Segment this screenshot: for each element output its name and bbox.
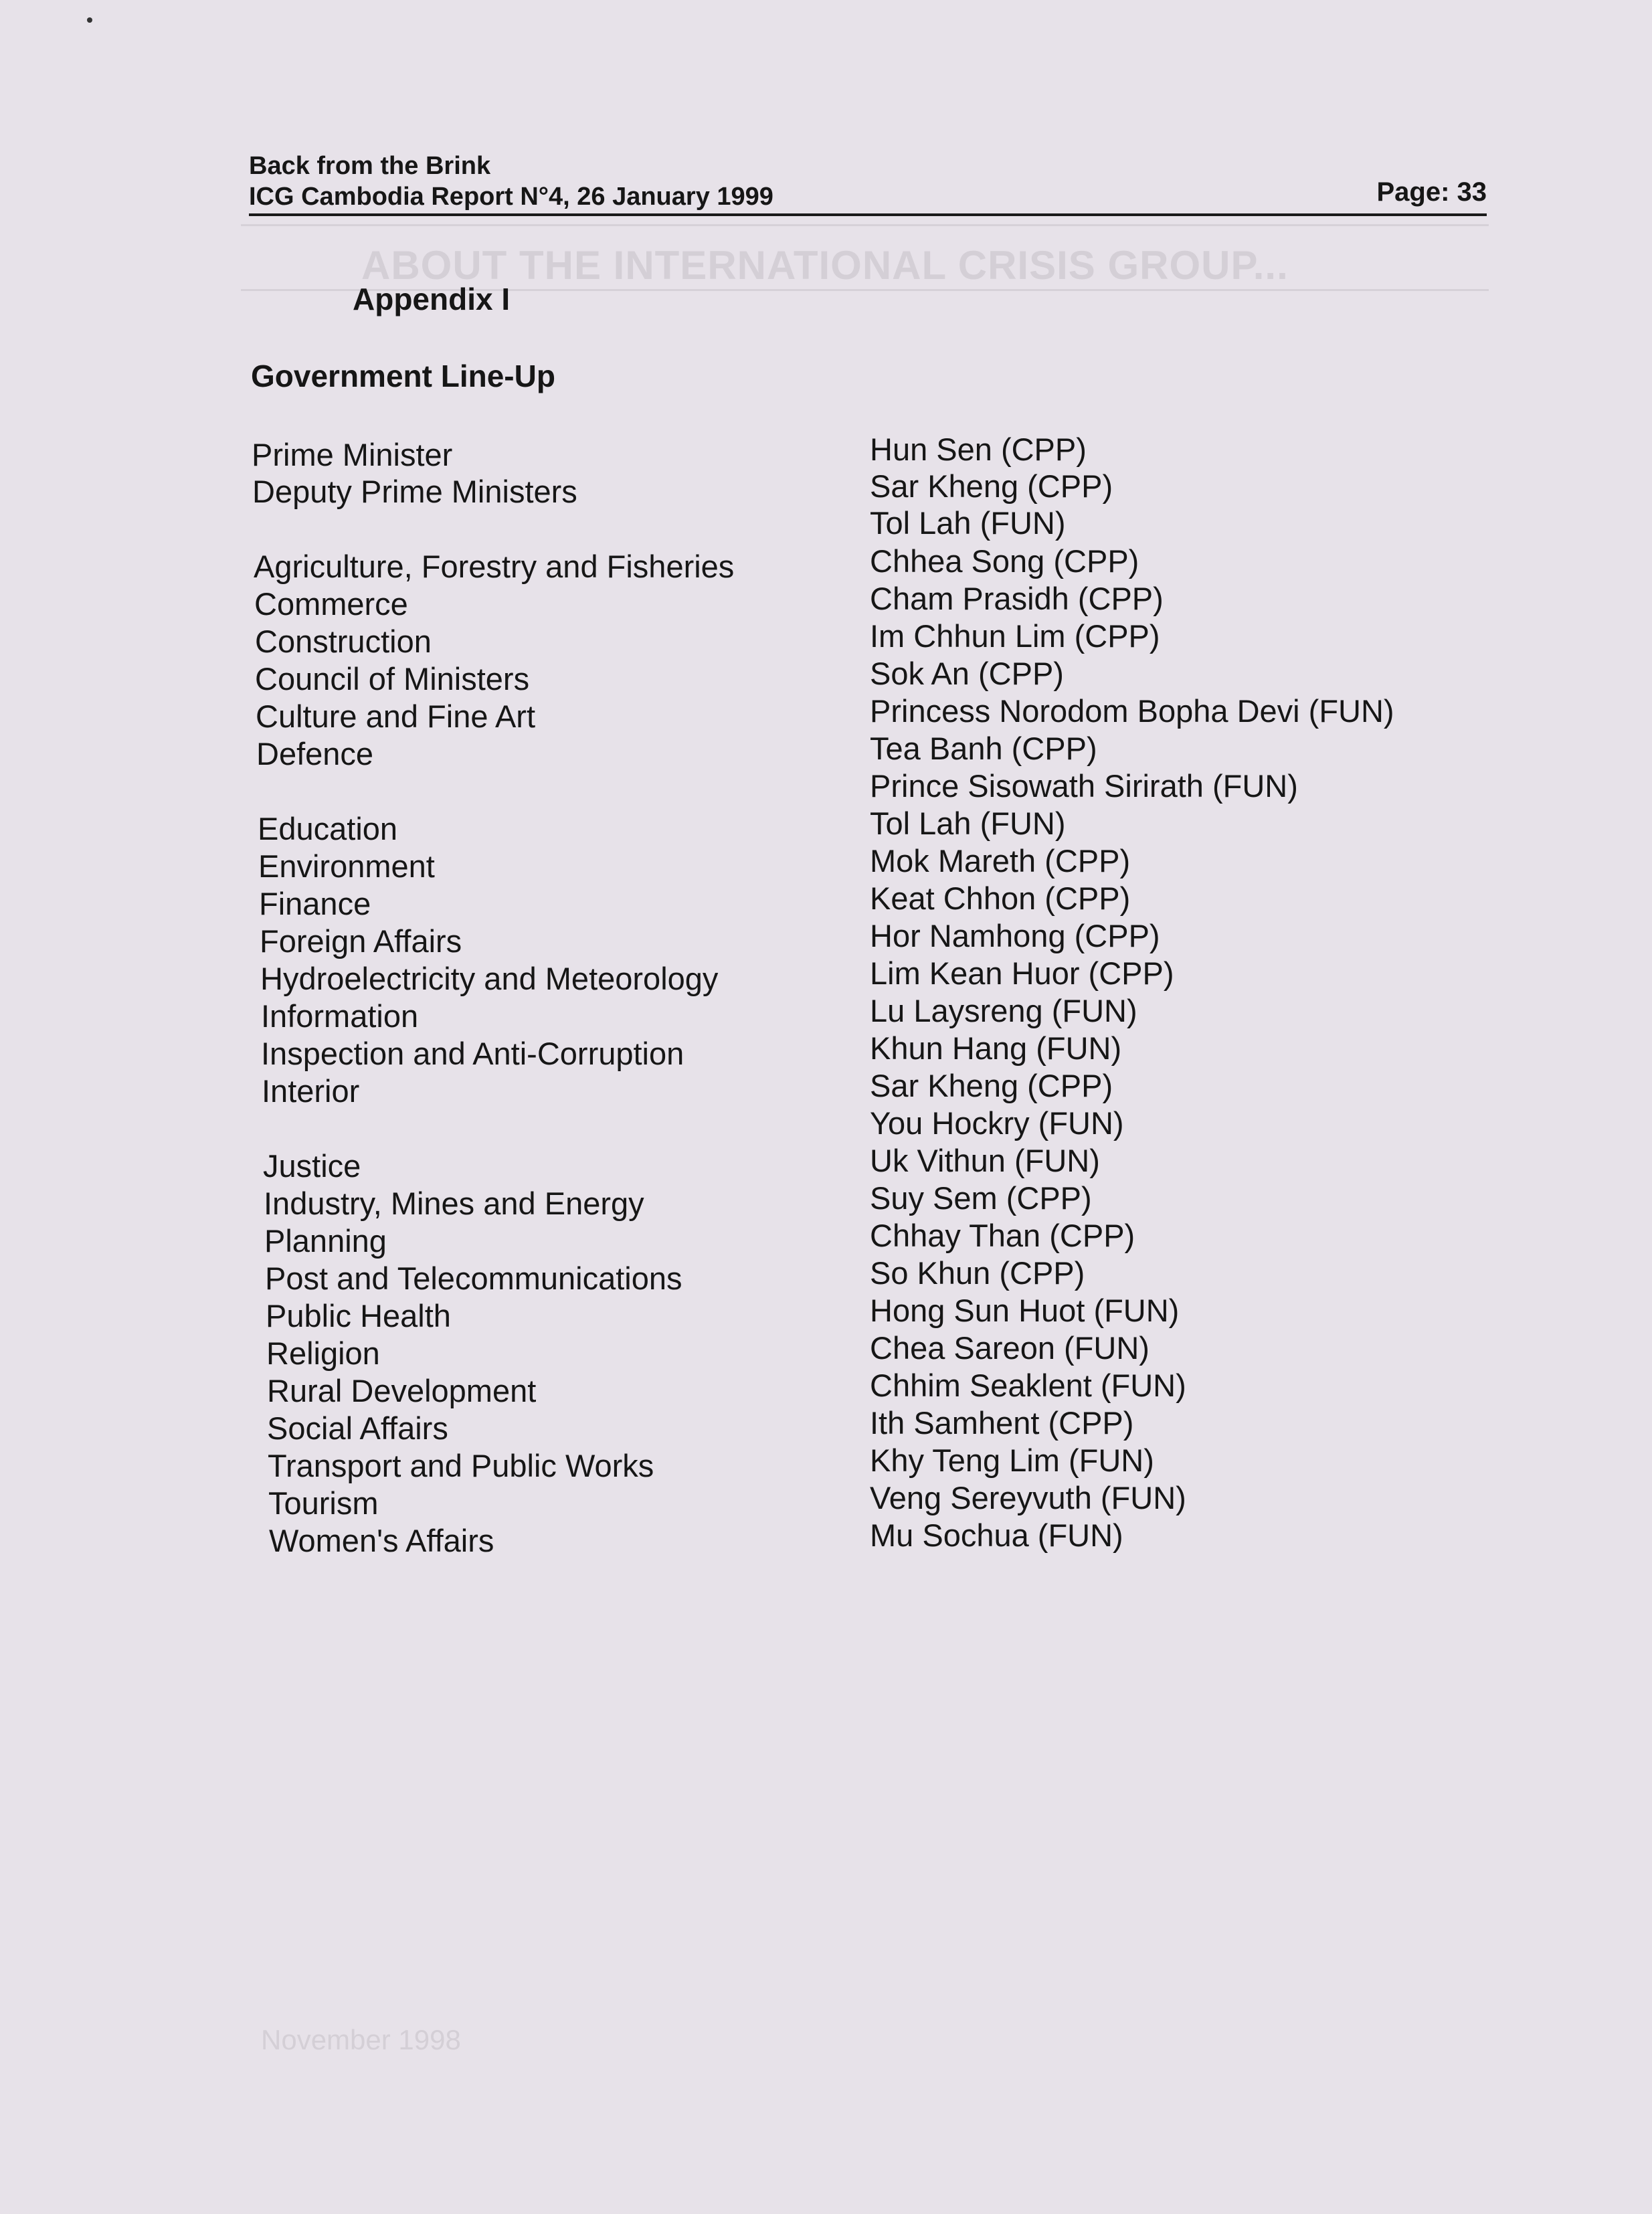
ministry-label: Prime Minister <box>252 437 453 472</box>
appendix-heading: Appendix I <box>353 282 511 316</box>
minister-name: Hong Sun Huot (FUN) <box>870 1293 1180 1328</box>
minister-name: Chhim Seaklent (FUN) <box>870 1368 1186 1403</box>
ministry-label: Agriculture, Forestry and Fisheries <box>254 549 735 584</box>
minister-name: Lu Laysreng (FUN) <box>870 993 1137 1028</box>
minister-name: Chhay Than (CPP) <box>870 1218 1135 1253</box>
minister-name: Chea Sareon (FUN) <box>870 1330 1150 1366</box>
minister-name: Keat Chhon (CPP) <box>870 881 1131 916</box>
minister-name: Tol Lah (FUN) <box>870 806 1066 841</box>
ministry-label: Education <box>258 811 398 846</box>
header-page-number: Page: 33 <box>1376 177 1487 207</box>
ministry-label: Environment <box>258 848 435 884</box>
minister-name: Lim Kean Huor (CPP) <box>870 955 1174 991</box>
ministry-label: Construction <box>255 624 432 659</box>
ministry-label: Finance <box>259 886 371 921</box>
minister-name: Tol Lah (FUN) <box>870 505 1066 541</box>
minister-name: Cham Prasidh (CPP) <box>870 581 1164 616</box>
minister-name: Sar Kheng (CPP) <box>870 468 1113 504</box>
page-header <box>249 151 1487 212</box>
minister-name: Hor Namhong (CPP) <box>870 918 1160 953</box>
minister-name: Mok Mareth (CPP) <box>870 843 1131 879</box>
minister-name: Khun Hang (FUN) <box>870 1030 1122 1066</box>
ministry-label: Transport and Public Works <box>268 1448 654 1483</box>
ministry-label: Women's Affairs <box>269 1523 494 1558</box>
minister-name: Hun Sen (CPP) <box>870 432 1087 467</box>
ministry-label: Hydroelectricity and Meteorology <box>260 961 719 996</box>
show-through-footer: November 1998 <box>261 2024 461 2055</box>
minister-name: You Hockry (FUN) <box>870 1105 1124 1141</box>
ministry-label: Religion <box>266 1335 380 1371</box>
ministry-label: Inspection and Anti-Corruption <box>261 1036 684 1071</box>
minister-name: Sok An (CPP) <box>870 656 1064 691</box>
ministry-label: Commerce <box>254 586 408 622</box>
minister-name: Veng Sereyvuth (FUN) <box>870 1480 1186 1515</box>
minister-name: Tea Banh (CPP) <box>870 731 1097 766</box>
section-heading: Government Line-Up <box>251 359 555 393</box>
ministry-label: Post and Telecommunications <box>265 1261 682 1296</box>
minister-name: Khy Teng Lim (FUN) <box>870 1443 1154 1478</box>
ministry-label: Rural Development <box>267 1373 537 1408</box>
minister-name: Suy Sem (CPP) <box>870 1180 1092 1216</box>
ministry-label: Foreign Affairs <box>260 923 462 959</box>
ministry-label: Deputy Prime Ministers <box>252 474 577 509</box>
ministry-label: Culture and Fine Art <box>256 699 535 734</box>
minister-name: Chhea Song (CPP) <box>870 543 1139 579</box>
header-title: Back from the Brink <box>249 152 491 180</box>
ministry-label: Council of Ministers <box>255 661 530 697</box>
ministry-label: Industry, Mines and Energy <box>264 1186 644 1221</box>
ministry-label: Information <box>261 998 419 1034</box>
header-report: ICG Cambodia Report N°4, 26 January 1999 <box>249 183 773 211</box>
show-through-rule-top <box>241 224 1489 226</box>
ministry-label: Tourism <box>268 1485 379 1521</box>
ministry-label: Public Health <box>266 1298 451 1333</box>
minister-name: Im Chhun Lim (CPP) <box>870 618 1160 654</box>
minister-name: Prince Sisowath Sirirath (FUN) <box>870 768 1298 804</box>
ministry-label: Defence <box>256 736 374 771</box>
ministry-label: Justice <box>263 1148 361 1184</box>
minister-name: Uk Vithun (FUN) <box>870 1143 1100 1178</box>
minister-name: Princess Norodom Bopha Devi (FUN) <box>870 693 1394 729</box>
minister-name: Sar Kheng (CPP) <box>870 1068 1113 1103</box>
ministry-label: Planning <box>264 1223 387 1259</box>
show-through-title: ABOUT THE INTERNATIONAL CRISIS GROUP... <box>361 243 1289 288</box>
header-rule <box>249 213 1487 216</box>
ministry-label: Social Affairs <box>267 1410 448 1446</box>
ministry-label: Interior <box>262 1073 360 1109</box>
minister-name: Ith Samhent (CPP) <box>870 1405 1134 1441</box>
minister-name: So Khun (CPP) <box>870 1255 1085 1291</box>
scan-speck <box>87 17 92 23</box>
minister-name: Mu Sochua (FUN) <box>870 1517 1123 1553</box>
